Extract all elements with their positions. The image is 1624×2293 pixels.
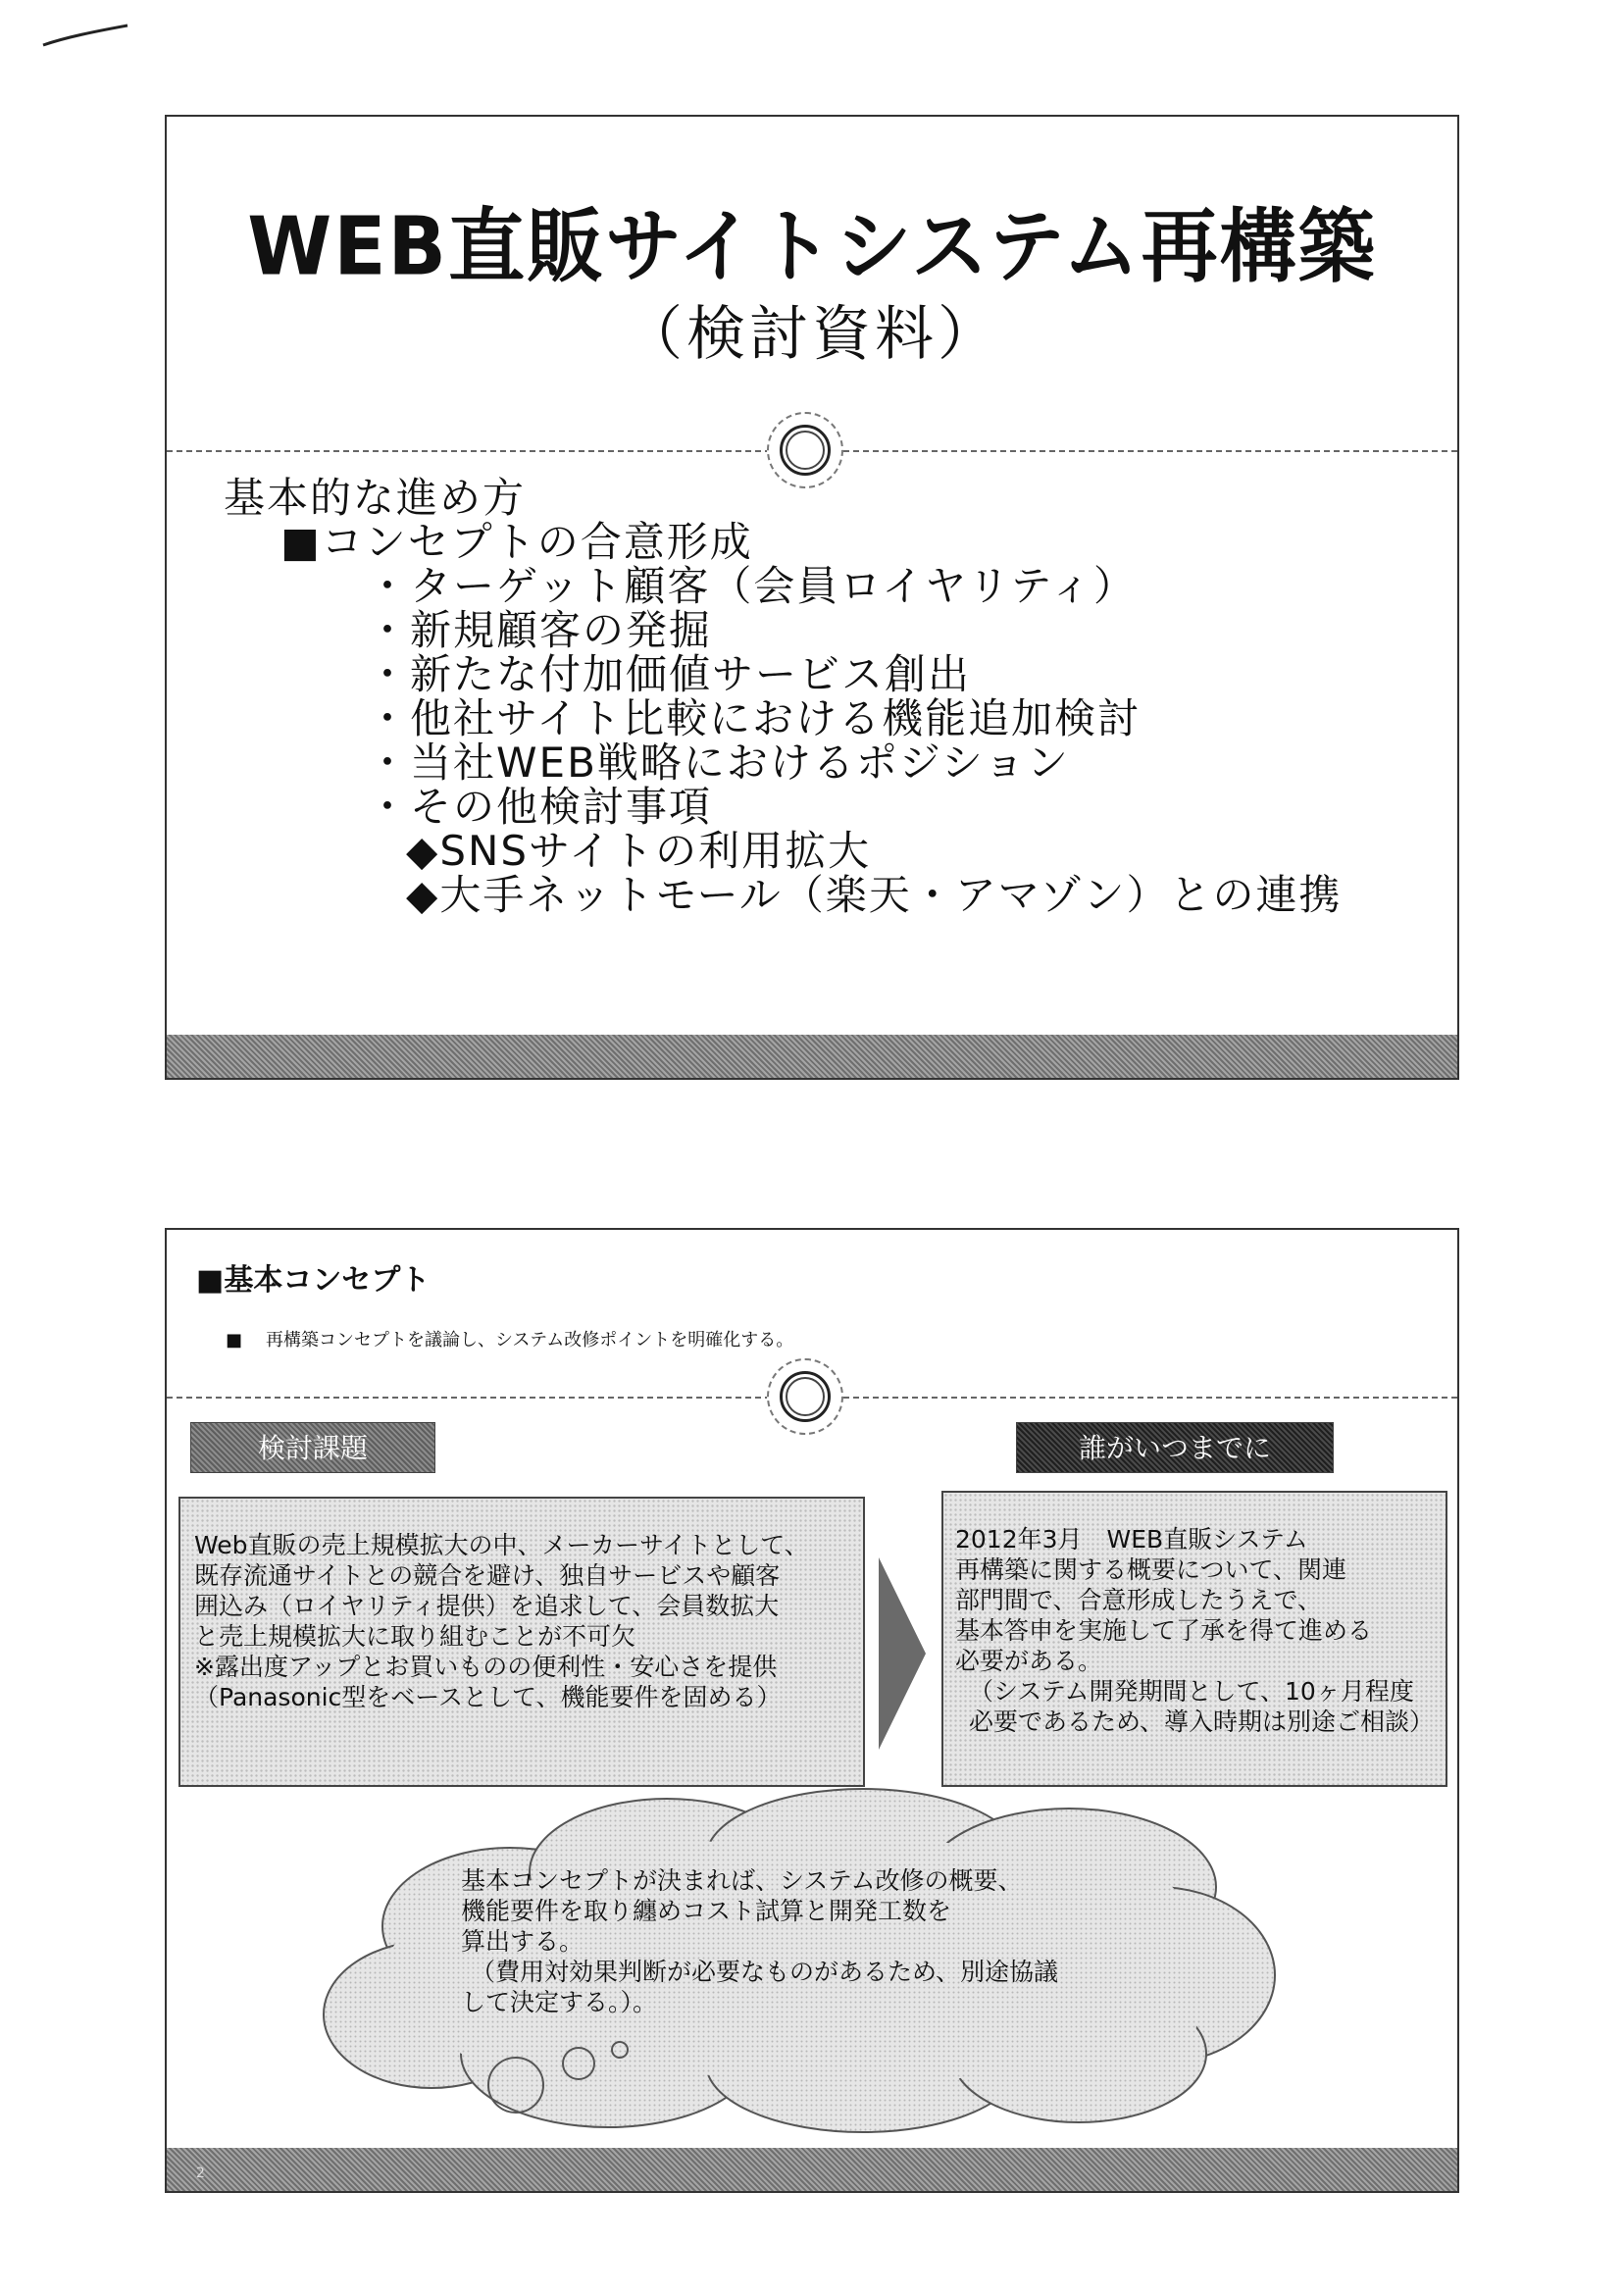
owner-line: 必要であるため、導入時期は別途ご相談） (969, 1707, 1435, 1736)
outline-item: ・ ターゲット顧客（会員ロイヤリティ） (224, 564, 1343, 608)
arrow-right-icon (879, 1557, 926, 1750)
cloud-line: 機能要件を取り纏めコスト試算と開発工数を (461, 1897, 952, 1925)
slide-footer-band (167, 1035, 1457, 1078)
issues-line: ※露出度アップとお買いものの便利性・安心さを提供 (194, 1653, 778, 1681)
slide-title (165, 115, 1459, 1080)
owner-line: 2012年3月 WEB直販システム (955, 1525, 1308, 1554)
document-title: WEB直販サイトシステム再構築 (247, 201, 1377, 294)
stray-pen-mark (41, 22, 129, 51)
slide-basic-concept (165, 1228, 1459, 2193)
cloud-line: 基本コンセプトが決まれば、システム改修の概要、 (461, 1866, 1023, 1895)
owner-line: （システム開発期間として、10ヶ月程度 (969, 1677, 1414, 1706)
issues-line: 既存流通サイトとの競合を避け、独自サービスや顧客 (194, 1561, 781, 1590)
outline-list (224, 476, 1343, 917)
owner-deadline-box (941, 1491, 1447, 1787)
outline-item: ■ コンセプトの合意形成 (224, 520, 1343, 564)
cloud-line: 算出する。 (461, 1927, 584, 1956)
owner-line: 基本答申を実施して了承を得て進める (955, 1616, 1373, 1645)
slide-note: ■ 再構築コンセプトを議論し、システム改修ポイントを明確化する。 (226, 1326, 793, 1351)
ring-ornament-icon (767, 1358, 843, 1435)
issues-line: Web直販の売上規模拡大の中、メーカーサイトとして、 (194, 1531, 809, 1559)
outline-item: ・ 当社WEB戦略におけるポジション (224, 740, 1343, 785)
slide-footer-band (167, 2148, 1457, 2191)
issues-line: （Panasonic型をベースとして、機能要件を固める） (194, 1683, 782, 1711)
cloud-line: して決定する。）。 (461, 1988, 658, 2016)
issues-line: 囲込み（ロイヤリティ提供）を追求して、会員数拡大 (194, 1592, 780, 1620)
cloud-callout-text (461, 1865, 1058, 2017)
owner-deadline-label: 誰がいつまでに (1016, 1422, 1334, 1473)
outline-item: ◆ 大手ネットモール（楽天・アマゾン）との連携 (224, 873, 1343, 917)
page-number: 2 (196, 2166, 205, 2181)
owner-line: 必要がある。 (955, 1647, 1103, 1675)
outline-item: ◆ SNSサイトの利用拡大 (224, 829, 1343, 873)
issues-box (178, 1497, 865, 1787)
owner-line: 再構築に関する概要について、関連 (955, 1555, 1347, 1584)
issues-line: と売上規模拡大に取り組むことが不可欠 (194, 1622, 636, 1651)
cloud-line: （費用対効果判断が必要なものがあるため、別途協議 (471, 1958, 1059, 1986)
document-subtitle: （検討資料） (624, 300, 1000, 369)
outline-item: ・ 新たな付加価値サービス創出 (224, 652, 1343, 696)
slide-heading: ■基本コンセプト (196, 1263, 431, 1298)
issues-label: 検討課題 (190, 1422, 435, 1473)
outline-item: ・ その他検討事項 (224, 785, 1343, 829)
outline-item: ・ 新規顧客の発掘 (224, 608, 1343, 652)
owner-line: 部門間で、合意形成したうえで、 (955, 1586, 1323, 1614)
outline-item: 基本的な進め方 (224, 474, 527, 522)
outline-item: ・ 他社サイト比較における機能追加検討 (224, 696, 1343, 740)
